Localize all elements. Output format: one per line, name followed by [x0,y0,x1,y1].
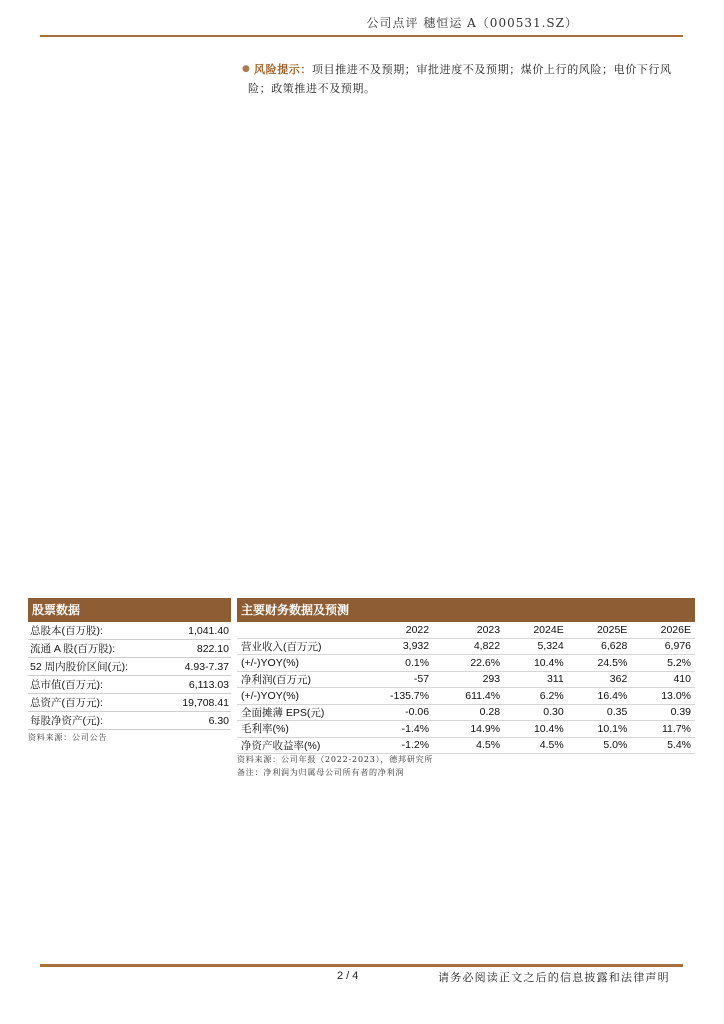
fin-cell: -57 [355,671,433,688]
stock-data-table [28,622,231,730]
fin-cell: 611.4% [433,688,504,705]
header-title: 公司点评 穗恒运 A（000531.SZ） [366,16,578,30]
fin-cell: 5.2% [631,655,695,672]
stock-row-value: 822.10 [164,640,231,658]
fin-cell: 0.35 [568,704,632,721]
table-row [28,712,231,730]
fin-cell: 16.4% [568,688,632,705]
fin-cell: -135.7% [355,688,433,705]
table-row [28,676,231,694]
fin-cell: 3,932 [355,638,433,655]
fin-cell: -1.2% [355,737,433,754]
year-header: 2025E [568,622,632,638]
year-header: 2024E [504,622,568,638]
fin-cell: 0.39 [631,704,695,721]
fin-row-label: (+/-)YOY(%) [237,655,355,672]
fin-cell: 0.30 [504,704,568,721]
fin-row-label: 净资产收益率(%) [237,737,355,754]
fin-row-label: (+/-)YOY(%) [237,688,355,705]
fin-cell: 14.9% [433,721,504,738]
fin-cell: 0.1% [355,655,433,672]
fin-cell: 5,324 [504,638,568,655]
stock-row-value: 1,041.40 [164,622,231,640]
fin-cell: 10.1% [568,721,632,738]
fin-cell: 293 [433,671,504,688]
fin-cell: 10.4% [504,655,568,672]
table-row [28,694,231,712]
fin-note: 备注：净利润为归属母公司所有者的净利润 [237,768,405,777]
table-row [28,658,231,676]
fin-cell: 4,822 [433,638,504,655]
footer-rule [40,964,683,967]
fin-cell: 22.6% [433,655,504,672]
table-row [237,737,695,754]
fin-cell: 0.28 [433,704,504,721]
fin-panel-title: 主要财务数据及预测 [237,598,695,622]
year-header: 2022 [355,622,433,638]
stock-row-label: 流通 A 股(百万股): [28,640,164,658]
table-row [28,640,231,658]
header-cell-empty [237,622,355,638]
table-row [237,721,695,738]
fin-row-label: 营业收入(百万元) [237,638,355,655]
risk-label: 风险提示： [254,63,312,76]
table-row [237,655,695,672]
fin-source: 资料来源：公司年报（2022-2023），德邦研究所 [237,755,434,764]
footer-disclaimer: 请务必阅读正文之后的信息披露和法律声明 [438,971,670,984]
fin-cell: 5.0% [568,737,632,754]
risk-section [242,60,688,98]
table-row [237,704,695,721]
financial-forecast-table [237,622,695,754]
stock-row-value: 6.30 [164,712,231,730]
table-row [237,671,695,688]
year-header: 2023 [433,622,504,638]
fin-cell: 6.2% [504,688,568,705]
fin-cell: 6,976 [631,638,695,655]
stock-row-value: 6,113.03 [164,676,231,694]
fin-row-label: 全面摊薄 EPS(元) [237,704,355,721]
fin-cell: 10.4% [504,721,568,738]
page-number: 2 / 4 [337,970,359,982]
stock-source: 资料来源：公司公告 [28,733,108,742]
fin-cell: 4.5% [504,737,568,754]
risk-text: 项目推进不及预期；审批进度不及预期；煤价上行的风险；电价下行风险；政策推进不及预期。 [248,63,672,95]
fin-row-label: 净利润(百万元) [237,671,355,688]
fin-cell: -1.4% [355,721,433,738]
year-header: 2026E [631,622,695,638]
table-row [237,688,695,705]
stock-panel-title: 股票数据 [28,598,231,622]
stock-row-value: 19,708.41 [164,694,231,712]
stock-row-label: 每股净资产(元): [28,712,164,730]
fin-row-label: 毛利率(%) [237,721,355,738]
stock-row-label: 52 周内股价区间(元): [28,658,164,676]
table-row [237,638,695,655]
fin-cell: 24.5% [568,655,632,672]
stock-row-label: 总市值(百万元): [28,676,164,694]
table-row [28,622,231,640]
stock-row-value: 4.93-7.37 [164,658,231,676]
fin-cell: 410 [631,671,695,688]
fin-cell: -0.06 [355,704,433,721]
fin-cell: 13.0% [631,688,695,705]
bullet-icon: ● [242,64,251,74]
fin-cell: 11.7% [631,721,695,738]
fin-cell: 6,628 [568,638,632,655]
stock-row-label: 总股本(百万股): [28,622,164,640]
fin-cell: 362 [568,671,632,688]
header-rule [40,35,683,37]
stock-row-label: 总资产(百万元): [28,694,164,712]
fin-cell: 5.4% [631,737,695,754]
fin-cell: 4.5% [433,737,504,754]
fin-cell: 311 [504,671,568,688]
